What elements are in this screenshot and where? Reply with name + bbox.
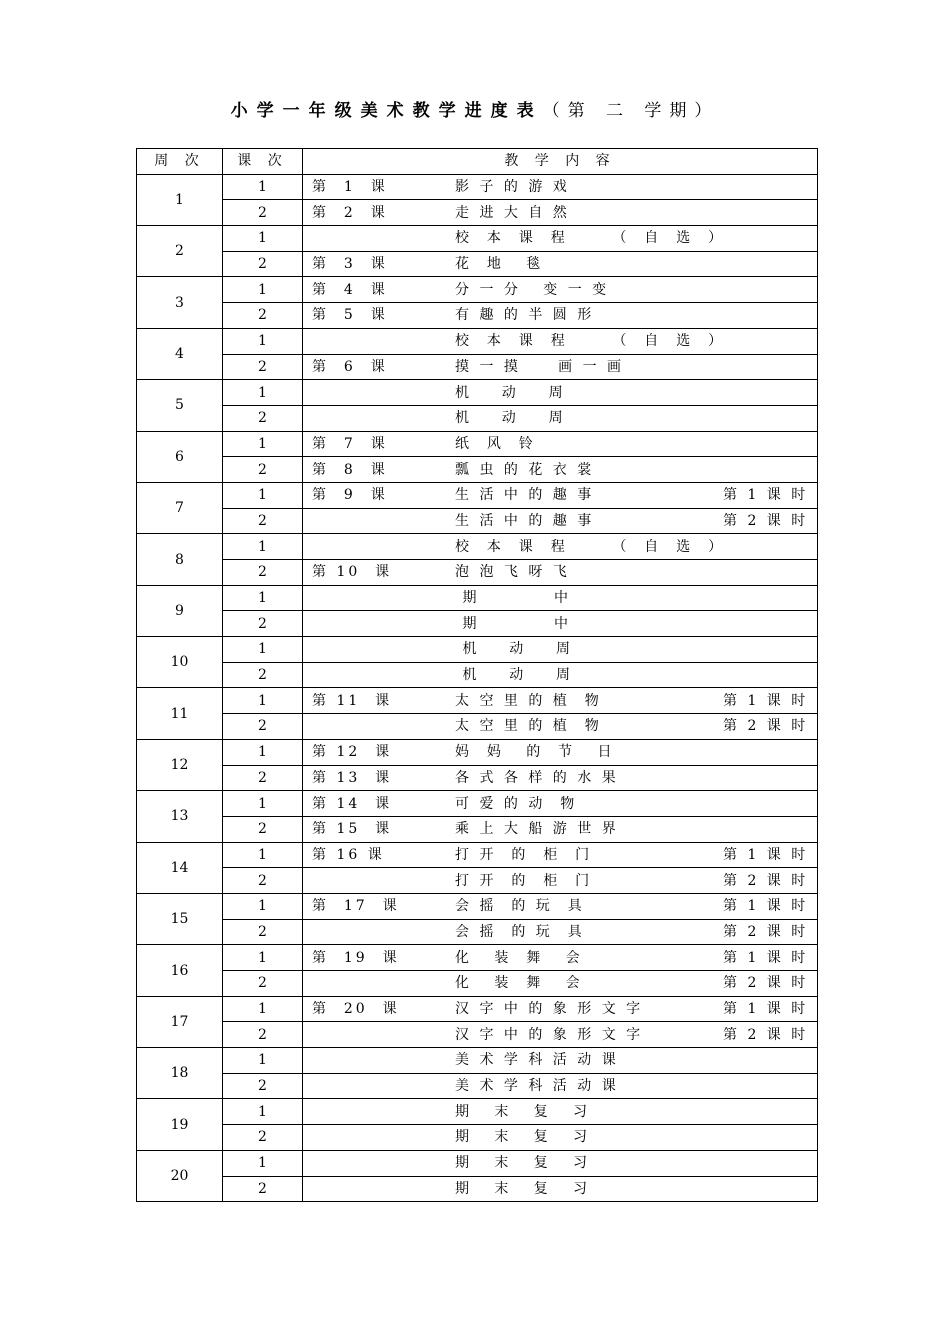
- week-cell: 17: [137, 996, 223, 1047]
- week-cell: 13: [137, 791, 223, 842]
- lesson-number: 第 10 课: [312, 564, 393, 581]
- table-row: [137, 431, 818, 457]
- class-hours: 第 2 课 时: [723, 1026, 809, 1043]
- period-cell: 1: [223, 226, 303, 252]
- table-row: [137, 611, 818, 637]
- period-cell: 2: [223, 662, 303, 688]
- lesson-number: 第 9 课: [312, 487, 388, 504]
- lesson-number: 第 2 课: [312, 204, 388, 221]
- table-row: [137, 380, 818, 406]
- lesson-topic: 可 爱 的 动 物: [455, 795, 578, 812]
- lesson-number: 第 4 课: [312, 281, 388, 298]
- week-cell: 10: [137, 637, 223, 688]
- table-row: [137, 560, 818, 586]
- lesson-number: 第 11 课: [312, 692, 393, 709]
- class-hours: 第 2 课 时: [723, 718, 809, 735]
- header-week: 周 次: [137, 149, 223, 175]
- period-cell: 1: [223, 842, 303, 868]
- week-cell: 9: [137, 585, 223, 636]
- lesson-topic: 打 开 的 柜 门: [455, 872, 593, 889]
- content-cell: [303, 1073, 818, 1099]
- content-cell: [303, 739, 818, 765]
- period-cell: 1: [223, 585, 303, 611]
- period-cell: 1: [223, 1150, 303, 1176]
- table-row: [137, 996, 818, 1022]
- period-cell: 2: [223, 611, 303, 637]
- lesson-topic: 汉 字 中 的 象 形 文 字: [455, 1001, 644, 1018]
- table-row: [137, 174, 818, 200]
- content-cell: [303, 328, 818, 354]
- lesson-topic: 期 中: [455, 615, 571, 632]
- period-cell: 1: [223, 1048, 303, 1074]
- class-hours: 第 1 课 时: [723, 692, 809, 709]
- content-cell: [303, 893, 818, 919]
- table-row: [137, 714, 818, 740]
- lesson-number: 第 12 课: [312, 744, 393, 761]
- period-cell: 2: [223, 919, 303, 945]
- schedule-table: [136, 148, 818, 1202]
- lesson-topic: 期 末 复 习: [455, 1103, 591, 1120]
- class-hours: 第 2 课 时: [723, 512, 809, 529]
- lesson-topic: 期 末 复 习: [455, 1129, 591, 1146]
- week-cell: 7: [137, 482, 223, 533]
- table-row: [137, 200, 818, 226]
- period-cell: 2: [223, 200, 303, 226]
- lesson-topic: 校 本 课 程 （ 自 选 ）: [455, 333, 726, 350]
- week-cell: 12: [137, 739, 223, 790]
- lesson-number: 第 15 课: [312, 821, 393, 838]
- lesson-number: 第 1 课: [312, 179, 388, 196]
- table-row: [137, 945, 818, 971]
- content-cell: [303, 1099, 818, 1125]
- period-cell: 1: [223, 534, 303, 560]
- lesson-topic: 机 动 周: [455, 410, 566, 427]
- content-cell: [303, 585, 818, 611]
- content-cell: [303, 560, 818, 586]
- table-row: [137, 1176, 818, 1202]
- lesson-topic: 机 动 周: [455, 641, 574, 658]
- lesson-topic: 期 末 复 习: [455, 1155, 591, 1172]
- content-cell: [303, 226, 818, 252]
- content-cell: [303, 996, 818, 1022]
- content-cell: [303, 688, 818, 714]
- lesson-topic: 校 本 课 程 （ 自 选 ）: [455, 230, 726, 247]
- period-cell: 2: [223, 560, 303, 586]
- period-cell: 1: [223, 893, 303, 919]
- period-cell: 1: [223, 688, 303, 714]
- lesson-topic: 期 中: [455, 590, 571, 607]
- content-cell: [303, 637, 818, 663]
- table-row: [137, 226, 818, 252]
- class-hours: 第 2 课 时: [723, 923, 809, 940]
- lesson-topic: 走 进 大 自 然: [455, 204, 570, 221]
- lesson-topic: 摸 一 摸 画 一 画: [455, 358, 625, 375]
- week-cell: 20: [137, 1150, 223, 1201]
- content-cell: [303, 380, 818, 406]
- content-cell: [303, 1125, 818, 1151]
- period-cell: 2: [223, 1073, 303, 1099]
- class-hours: 第 2 课 时: [723, 975, 809, 992]
- period-cell: 1: [223, 996, 303, 1022]
- content-cell: [303, 200, 818, 226]
- period-cell: 2: [223, 303, 303, 329]
- content-cell: [303, 405, 818, 431]
- table-row: [137, 842, 818, 868]
- table-row: [137, 1048, 818, 1074]
- content-cell: [303, 534, 818, 560]
- table-row: [137, 251, 818, 277]
- lesson-topic: 有 趣 的 半 圆 形: [455, 307, 595, 324]
- class-hours: 第 1 课 时: [723, 949, 809, 966]
- content-cell: [303, 714, 818, 740]
- table-row: [137, 585, 818, 611]
- table-row: [137, 277, 818, 303]
- lesson-number: 第 17 课: [312, 898, 400, 915]
- title-semester: （第 二 学期）: [542, 101, 720, 121]
- content-cell: [303, 919, 818, 945]
- period-cell: 2: [223, 816, 303, 842]
- class-hours: 第 1 课 时: [723, 487, 809, 504]
- schedule-body: [137, 149, 818, 1202]
- table-row: [137, 354, 818, 380]
- table-row: [137, 1125, 818, 1151]
- header-period: 课 次: [223, 149, 303, 175]
- table-row: [137, 508, 818, 534]
- period-cell: 1: [223, 174, 303, 200]
- content-cell: [303, 971, 818, 997]
- period-cell: 1: [223, 277, 303, 303]
- lesson-topic: 化 装 舞 会: [455, 949, 583, 966]
- lesson-topic: 泡 泡 飞 呀 飞: [455, 564, 570, 581]
- table-row: [137, 1022, 818, 1048]
- table-row: [137, 482, 818, 508]
- lesson-number: 第 20 课: [312, 1001, 400, 1018]
- content-cell: [303, 945, 818, 971]
- lesson-topic: 各 式 各 样 的 水 果: [455, 769, 619, 786]
- table-row: [137, 637, 818, 663]
- lesson-topic: 机 动 周: [455, 667, 574, 684]
- content-cell: [303, 277, 818, 303]
- week-cell: 8: [137, 534, 223, 585]
- period-cell: 2: [223, 868, 303, 894]
- table-row: [137, 791, 818, 817]
- period-cell: 1: [223, 1099, 303, 1125]
- class-hours: 第 1 课 时: [723, 846, 809, 863]
- table-row: [137, 534, 818, 560]
- content-cell: [303, 1022, 818, 1048]
- period-cell: 2: [223, 457, 303, 483]
- content-cell: [303, 765, 818, 791]
- lesson-topic: 瓢 虫 的 花 衣 裳: [455, 461, 595, 478]
- period-cell: 2: [223, 1176, 303, 1202]
- week-cell: 4: [137, 328, 223, 379]
- lesson-topic: 美 术 学 科 活 动 课: [455, 1078, 619, 1095]
- period-cell: 1: [223, 431, 303, 457]
- week-cell: 18: [137, 1048, 223, 1099]
- period-cell: 1: [223, 328, 303, 354]
- lesson-topic: 妈 妈 的 节 日: [455, 744, 615, 761]
- week-cell: 1: [137, 174, 223, 225]
- table-row: [137, 1150, 818, 1176]
- period-cell: 2: [223, 1022, 303, 1048]
- table-row: [137, 971, 818, 997]
- lesson-topic: 太 空 里 的 植 物: [455, 692, 602, 709]
- header-content: 教 学 内 容: [303, 149, 818, 175]
- period-cell: 2: [223, 354, 303, 380]
- page-title: [0, 96, 950, 121]
- table-row: [137, 662, 818, 688]
- lesson-topic: 太 空 里 的 植 物: [455, 718, 602, 735]
- period-cell: 1: [223, 380, 303, 406]
- period-cell: 2: [223, 765, 303, 791]
- content-cell: [303, 791, 818, 817]
- week-cell: 5: [137, 380, 223, 431]
- content-cell: [303, 1048, 818, 1074]
- period-cell: 2: [223, 1125, 303, 1151]
- content-cell: [303, 431, 818, 457]
- lesson-topic: 乘 上 大 船 游 世 界: [455, 821, 619, 838]
- period-cell: 2: [223, 508, 303, 534]
- lesson-topic: 打 开 的 柜 门: [455, 846, 593, 863]
- content-cell: [303, 611, 818, 637]
- content-cell: [303, 508, 818, 534]
- lesson-number: 第 8 课: [312, 461, 388, 478]
- period-cell: 1: [223, 945, 303, 971]
- table-row: [137, 739, 818, 765]
- class-hours: 第 1 课 时: [723, 898, 809, 915]
- lesson-topic: 分 一 分 变 一 变: [455, 281, 610, 298]
- period-cell: 2: [223, 714, 303, 740]
- content-cell: [303, 1176, 818, 1202]
- lesson-topic: 影 子 的 游 戏: [455, 179, 570, 196]
- content-cell: [303, 251, 818, 277]
- class-hours: 第 1 课 时: [723, 1001, 809, 1018]
- table-row: [137, 405, 818, 431]
- week-cell: 6: [137, 431, 223, 482]
- table-row: [137, 1073, 818, 1099]
- lesson-topic: 期 末 复 习: [455, 1180, 591, 1197]
- table-row: [137, 303, 818, 329]
- period-cell: 2: [223, 971, 303, 997]
- lesson-number: 第 3 课: [312, 256, 388, 273]
- table-row: [137, 328, 818, 354]
- lesson-number: 第 13 课: [312, 769, 393, 786]
- lesson-topic: 校 本 课 程 （ 自 选 ）: [455, 538, 726, 555]
- lesson-topic: 会 摇 的 玩 具: [455, 898, 585, 915]
- period-cell: 1: [223, 739, 303, 765]
- content-cell: [303, 303, 818, 329]
- period-cell: 1: [223, 637, 303, 663]
- lesson-number: 第 6 课: [312, 358, 388, 375]
- period-cell: 1: [223, 482, 303, 508]
- content-cell: [303, 816, 818, 842]
- class-hours: 第 2 课 时: [723, 872, 809, 889]
- week-cell: 3: [137, 277, 223, 328]
- lesson-topic: 会 摇 的 玩 具: [455, 923, 585, 940]
- lesson-number: 第 14 课: [312, 795, 393, 812]
- table-row: [137, 765, 818, 791]
- content-cell: [303, 662, 818, 688]
- table-row: [137, 1099, 818, 1125]
- table-row: [137, 868, 818, 894]
- period-cell: 1: [223, 791, 303, 817]
- table-row: [137, 893, 818, 919]
- lesson-number: 第 5 课: [312, 307, 388, 324]
- content-cell: [303, 174, 818, 200]
- lesson-topic: 美 术 学 科 活 动 课: [455, 1052, 619, 1069]
- lesson-number: 第 7 课: [312, 435, 388, 452]
- content-cell: [303, 482, 818, 508]
- lesson-topic: 机 动 周: [455, 384, 566, 401]
- lesson-topic: 纸 风 铃: [455, 435, 536, 452]
- week-cell: 19: [137, 1099, 223, 1150]
- period-cell: 2: [223, 405, 303, 431]
- content-cell: [303, 354, 818, 380]
- lesson-number: 第 16 课: [312, 846, 385, 863]
- lesson-topic: 化 装 舞 会: [455, 975, 583, 992]
- week-cell: 11: [137, 688, 223, 739]
- content-cell: [303, 842, 818, 868]
- lesson-topic: 生 活 中 的 趣 事: [455, 512, 595, 529]
- week-cell: 2: [137, 226, 223, 277]
- week-cell: 16: [137, 945, 223, 996]
- table-row: [137, 688, 818, 714]
- title-main: 小学一年级美术教学进度表: [230, 101, 543, 121]
- period-cell: 2: [223, 251, 303, 277]
- lesson-topic: 汉 字 中 的 象 形 文 字: [455, 1026, 644, 1043]
- table-row: [137, 816, 818, 842]
- lesson-topic: 生 活 中 的 趣 事: [455, 487, 595, 504]
- lesson-topic: 花 地 毯: [455, 256, 544, 273]
- week-cell: 15: [137, 893, 223, 944]
- content-cell: [303, 868, 818, 894]
- header-row: [137, 149, 818, 175]
- table-row: [137, 919, 818, 945]
- lesson-number: 第 19 课: [312, 949, 400, 966]
- week-cell: 14: [137, 842, 223, 893]
- table-row: [137, 457, 818, 483]
- content-cell: [303, 457, 818, 483]
- content-cell: [303, 1150, 818, 1176]
